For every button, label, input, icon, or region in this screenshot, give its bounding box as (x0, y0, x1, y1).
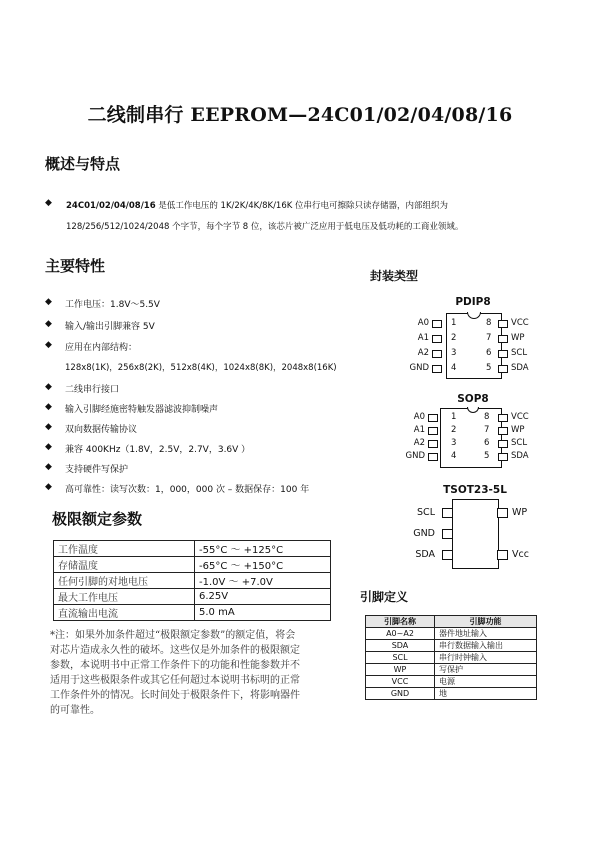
table-row: 任何引脚的对地电压 -1.0V ～ +7.0V (54, 573, 331, 589)
overview-line-1-text: 是低工作电压的 1K/2K/4K/8K/16K 位串行电可擦除只读存储器，内部组织为 (155, 201, 449, 211)
limits-note: *注：如果外加条件超过“极限额定参数”的额定值，将会 对芯片造成永久性的破坏。这些仅是外加条件的极限额定 参数，本说明书中正常工作条件下的功能和性能参数并不 适用于这些极限条件或其它任何超过本说明书标明的正常 工作条件外的情况。长时间处于极限条件下，将影响器件 的可靠性。 (50, 630, 300, 716)
table-row: SCL 串行时钟输入 (366, 652, 537, 664)
table-row: VCC 电源 (366, 676, 537, 688)
bullet-icon: ◆ (45, 319, 52, 329)
feature-org-line: 128x8(1K)，256x8(2K)，512x8(4K)，1024x8(8K)，2048x8(16K) (65, 363, 337, 373)
sop8-notch (467, 407, 479, 413)
bullet-icon: ◆ (45, 482, 52, 492)
tsot23-label: TSOT23-5L (443, 484, 507, 496)
limits-table (53, 540, 331, 621)
overview-bullet-icon: ◆ (45, 198, 52, 208)
table-row: 存储温度 -65°C ～ +150°C (54, 557, 331, 573)
table-row: 直流输出电流 5.0 mA (54, 605, 331, 621)
document-title: 二线制串行 EEPROM—24C01/02/04/08/16 (87, 104, 513, 126)
tsot23-chip-body (452, 499, 499, 569)
pdip8-label: PDIP8 (455, 296, 491, 308)
sop8-label: SOP8 (457, 393, 489, 405)
bullet-icon: ◆ (45, 462, 52, 472)
sop8-chip-body (440, 408, 502, 468)
overview-heading: 概述与特点 (45, 155, 121, 173)
bullet-icon: ◆ (45, 442, 52, 452)
overview-line-2: 128/256/512/1024/2048 个字节，每个字节 8 位，该芯片被广泛应用于低电压及低功耗的工商业领域。 (66, 222, 464, 232)
bullet-icon: ◆ (45, 340, 52, 350)
bullet-icon: ◆ (45, 297, 52, 307)
pin-def-table (365, 615, 537, 700)
table-row: SDA 串行数据输入输出 (366, 640, 537, 652)
packages-heading: 封装类型 (370, 269, 419, 283)
bullet-icon: ◆ (45, 382, 52, 392)
bullet-icon: ◆ (45, 402, 52, 412)
pdip8-notch (467, 312, 481, 319)
part-number: 24C01/02/04/08/16 (66, 201, 156, 211)
table-row: 工作温度 -55°C ～ +125°C (54, 541, 331, 557)
features-heading: 主要特性 (45, 257, 106, 275)
table-row: WP 写保护 (366, 664, 537, 676)
table-header-row: 引脚名称 引脚功能 (366, 616, 537, 628)
bullet-icon: ◆ (45, 422, 52, 432)
table-row: A0~A2 器件地址输入 (366, 628, 537, 640)
limits-heading: 极限额定参数 (52, 510, 143, 528)
table-row: 最大工作电压 6.25V (54, 589, 331, 605)
overview-line-1 (66, 199, 448, 211)
pin-def-heading: 引脚定义 (360, 590, 409, 604)
table-row: GND 地 (366, 688, 537, 700)
